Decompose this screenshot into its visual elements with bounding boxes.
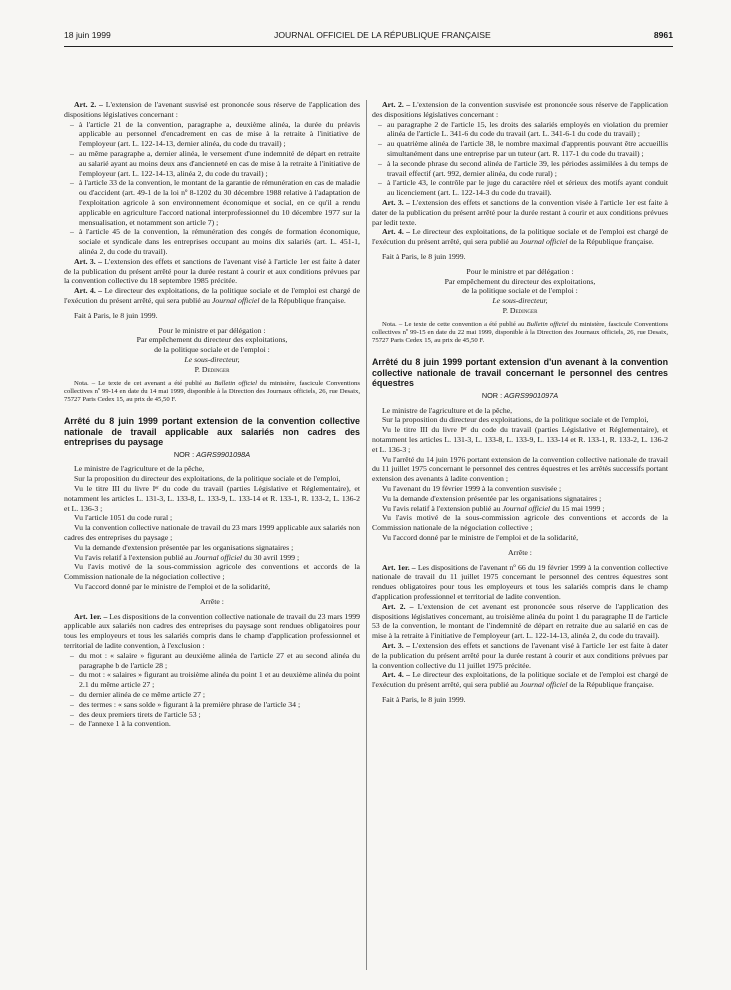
article-text: L'extension des effets et sanctions de l'avenant visé à l'article 1er est faite à dater de la publication du présent arrêté pour la durée restant à courir et aux conditions prévues par la convention collective du 18 septembre 1985 précitée. (64, 256, 360, 286)
preamble-line: Vu l'article 1051 du code rural ; (74, 513, 173, 523)
article-2-list (64, 120, 360, 257)
header-date: 18 juin 1999 (64, 30, 111, 40)
article-3 (64, 257, 360, 286)
article-text: de la République française. (259, 295, 346, 305)
article-text: Le directeur des exploitations, de la politique sociale et de l'emploi est chargé de l'exécution du présent arrêté, qui sera publié au (64, 286, 360, 305)
nor-label: NOR : (481, 390, 505, 400)
nota-note (372, 321, 668, 346)
nor-reference (64, 450, 360, 460)
note-text: du ministère, fascicule Conventions collectives nº 99-15 en date du 22 mai 1999, disponible à la Direction des Journaux officiels, 26, rue Desaix, 75727 Paris Cedex 15, au prix de 45,50 F. (372, 320, 668, 345)
preamble-line: Le ministre de l'agriculture et de la pêche, (382, 405, 513, 415)
article-text: Le directeur des exploitations, de la politique sociale et de l'emploi est chargé de l'exécution du présent arrêté, qui sera publié au (372, 670, 668, 690)
list-item: – à l'article 43, le contrôle par le juge du caractère réel et sérieux des motifs ayant conduit au licenciement (art. L. 122-14-3 du code du travail). (372, 178, 668, 198)
preamble-line: Sur la proposition du directeur des exploitations, de la politique sociale et de l'emploi, (74, 474, 341, 484)
preamble-line (372, 504, 668, 514)
preamble-text: du 15 mai 1999 ; (550, 503, 605, 513)
nor-label: NOR : (173, 449, 197, 459)
preamble-line (64, 553, 360, 563)
article-text: de la République française. (567, 237, 654, 247)
list-item: – à l'article 21 de la convention, paragraphe a, deuxième alinéa, la durée du préavis applicable au personnel d'encadrement en cas de mise à la retraite à l'initiative de l'employeur (art. L. 122-14-13, dernier alinéa, du code du travail) ; (64, 120, 360, 149)
article-label: Art. 2. – (382, 100, 411, 109)
preamble-line: Vu l'avenant du 19 février 1999 à la convention susvisée ; (382, 484, 562, 494)
article-3 (372, 198, 668, 227)
article-text: Les dispositions de la convention collective nationale de travail du 23 mars 1999 applicable aux salariés non cadres des entreprises du paysage sont rendues obligatoires pour tous les employeurs et tous les salariés compris dans le champ d'application professionnel et territorial de ladite convention, à l'exclusion : (64, 611, 360, 650)
decree-title: Arrêté du 8 juin 1999 portant extension de la convention collective nationale de travail applicable aux salariés non cadres des entreprises du paysage (64, 416, 360, 448)
journal-name: Journal officiel (519, 680, 568, 690)
header-journal-title: JOURNAL OFFICIEL DE LA RÉPUBLIQUE FRANÇAISE (274, 30, 491, 40)
signature-title: Le sous-directeur, (492, 296, 548, 306)
bulletin-name: Bulletin officiel (214, 379, 258, 387)
bulletin-name: Bulletin officiel (526, 320, 569, 328)
nor-code: AGRS9901098A (196, 449, 251, 459)
preamble-line: Vu le titre III du livre Iᵉʳ du code du travail (parties Législative et Réglementaire), et notamment les articles L. 131-3, L. 133-8, L. 133-9, L. 133-14 et R. 133-1, R. 133-2, L. 136-2 et L. 136-3 ; (64, 484, 360, 513)
list-item: – à l'article 45 de la convention, la rémunération des congés de formation économique, sociale et syndicale dans les entreprises occupant au moins dix salariés (art. L. 451-1, alinéa 2, du code du travail). (64, 227, 360, 256)
preamble-text: Vu l'avis relatif à l'extension publié au (382, 503, 503, 513)
signature-line: Par empêchement du directeur des exploitations, (444, 276, 596, 286)
article-2-intro (372, 100, 668, 120)
article-label: Art. 4. – (382, 670, 411, 680)
article-4 (372, 670, 668, 690)
signature-line: de la politique sociale et de l'emploi : (462, 286, 578, 296)
page-header (64, 30, 673, 47)
preamble-line: Sur la proposition du directeur des exploitations, de la politique sociale et de l'emploi, (382, 415, 649, 425)
signature-line: Pour le ministre et par délégation : (158, 325, 266, 335)
preamble-line: Vu le titre III du livre Iᵉʳ du code du travail (parties Législative et Réglementaire), et notamment les articles L. 131-3, L. 133-8, L. 133-9, L. 133-14 et R. 133-1, R. 133-2, L. 136-2 et L. 136-3 ; (372, 425, 668, 454)
article-1 (64, 612, 360, 651)
article-label: Art. 3. – (382, 640, 410, 650)
preamble-text: Vu l'avis relatif à l'extension publié au (74, 552, 195, 562)
preamble-line: Vu la convention collective nationale de travail du 23 mars 1999 applicable aux salariés non cadres des entreprises du paysage ; (64, 523, 360, 542)
list-item: – au paragraphe 2 de l'article 15, les droits des salariés employés en violation du premier alinéa de l'article L. 341-6 du code du travail (art. L. 341-6-1 du code du travail) ; (372, 120, 668, 140)
nor-reference (372, 391, 668, 401)
list-item: – à l'article 33 de la convention, le montant de la garantie de rémunération en cas de maladie ou d'accident (art. 49-1 de la loi nº 8-1202 du 30 décembre 1988 relative à l'adaptation de l'exploitation agricole à son environnement économique et social, en ce qu'il a rendu applicable en agriculture l'accord national interprofessionnel du 10 décembre 1977 sur la mensualisation, et notamment son article 7) ; (64, 178, 360, 227)
article-4 (64, 286, 360, 306)
article-label: Art. 3. – (382, 197, 410, 207)
list-item: – du dernier alinéa de ce même article 27 ; (64, 690, 360, 700)
signature-line: Pour le ministre et par délégation : (466, 266, 574, 276)
note-text: Nota. – Le texte de cette convention a été publié au (382, 320, 527, 328)
preamble-line: Vu l'arrêté du 14 juin 1976 portant extension de la convention collective nationale de travail du 11 juillet 1975 concernant le personnel des centres équestres et les arrêtés successifs portant extension des avenants à ladite convention ; (372, 454, 668, 484)
preamble-line: Le ministre de l'agriculture et de la pêche, (74, 464, 205, 474)
article-label: Art. 2. – (74, 100, 103, 109)
article-label: Art. 2. – (382, 601, 414, 611)
fait-a-paris: Fait à Paris, le 8 juin 1999. (382, 694, 466, 704)
fait-a-paris: Fait à Paris, le 8 juin 1999. (382, 251, 466, 261)
article-1 (372, 563, 668, 602)
preamble-line: Vu l'avis motivé de la sous-commission agricole des conventions et accords de la Commission nationale de la négociation collective ; (372, 513, 668, 533)
article-1-list (64, 651, 360, 729)
article-label: Art. 4. – (74, 286, 103, 296)
list-item: – des termes : « sans solde » figurant à la première phrase de l'article 34 ; (64, 700, 360, 710)
right-column (372, 100, 668, 705)
fait-a-paris: Fait à Paris, le 8 juin 1999. (74, 310, 158, 320)
left-column (64, 100, 360, 729)
arrete-heading: Arrête : (200, 596, 224, 606)
article-label: Art. 3. – (74, 256, 102, 266)
article-text: L'extension de la convention susvisée est prononcée sous réserve de l'application des dispositions législatives concernant : (372, 100, 668, 119)
preamble-line: Vu l'accord donné par le ministre de l'emploi et de la solidarité, (382, 533, 579, 542)
article-label: Art. 1er. – (74, 611, 108, 621)
article-4 (372, 227, 668, 247)
article-2-list (372, 120, 668, 198)
signatory-name: P. Dedinger (502, 305, 538, 315)
signature-title: Le sous-directeur, (184, 354, 240, 364)
article-3 (372, 641, 668, 670)
preamble-line: Vu la demande d'extension présentée par les organisations signataires ; (382, 493, 602, 503)
list-item: – à la seconde phrase du second alinéa de l'article 39, les périodes assimilées à du temps de travail effectif (art. 992, dernier alinéa, du code rural) ; (372, 159, 668, 179)
preamble-text: du 30 avril 1999 ; (242, 552, 300, 562)
header-page-number: 8961 (653, 30, 673, 40)
list-item: – au même paragraphe a, dernier alinéa, le versement d'une indemnité de départ en retraite au salarié ayant au moins deux ans d'ancienneté en cas de mise à la retraite à l'initiative de l'employeur (art. L. 122-14-13, alinéa 2, du code du travail) ; (64, 149, 360, 178)
preamble-line: Vu l'accord donné par le ministre de l'emploi et de la solidarité, (74, 581, 271, 591)
article-label: Art. 1er. – (382, 562, 416, 572)
signature-block (372, 267, 668, 316)
signature-line: Par empêchement du directeur des exploitations, (136, 335, 288, 345)
note-text: Nota. – Le texte de cet avenant a été publié au (74, 379, 215, 387)
list-item: – du mot : « salaire » figurant au deuxième alinéa de l'article 27 et au second alinéa du paragraphe b de l'article 28 ; (64, 651, 360, 671)
article-text: L'extension de cet avenant est prononcée sous réserve de l'application des dispositions législatives concernant, au troisième alinéa du point 1 du paragraphe II de l'article 53 de la convention, le montant de l'indemnité de départ en retraite due au salarié en cas de mise à la retraite à l'initiative de l'employeur (art. L. 122-14-13, alinéa 2, du code du travail). (372, 601, 668, 641)
list-item: – des deux premiers tirets de l'article 53 ; (64, 710, 360, 720)
article-text: de la République française. (567, 680, 654, 690)
article-text: Le directeur des exploitations, de la politique sociale et de l'emploi est chargé de l'exécution du présent arrêté, qui sera publié au (372, 227, 668, 247)
nor-code: AGRS9901097A (504, 390, 559, 400)
note-text: du ministère, fascicule Conventions collectives nº 99-14 en date du 14 mai 1999, disponible à la Direction des Journaux officiels, 26, rue Desaix, 75727 Paris Cedex 15, au prix de 45,50 F. (64, 379, 360, 403)
preamble-line: Vu l'avis motivé de la sous-commission agricole des conventions et accords de la Commission nationale de la négociation collective ; (64, 562, 360, 582)
nota-note (64, 380, 360, 405)
list-item: – au quatrième alinéa de l'article 38, le nombre maximal d'apprentis pouvant être accueillis simultanément dans une entreprise par un tuteur (art. R. 117-1 du code du travail) ; (372, 139, 668, 159)
signature-block (64, 326, 360, 375)
decree-title: Arrêté du 8 juin 1999 portant extension d'un avenant à la convention collective nationale de travail concernant le personnel des centres équestres (372, 357, 668, 389)
preamble-line: Vu la demande d'extension présentée par les organisations signataires ; (74, 542, 294, 552)
journal-name: Journal officiel (519, 237, 568, 247)
list-item: – du mot : « salaires » figurant au troisième alinéa du point 1 et au deuxième alinéa du point 2.1 du même article 27 ; (64, 670, 360, 690)
article-text: Les dispositions de l'avenant nº 66 du 19 février 1999 à la convention collective nationale de travail du 11 juillet 1975 concernant le personnel des centres équestres sont rendues obligatoires pour tous les employeurs et tous les salariés compris dans le champ d'application professionnel et territorial de ladite convention. (372, 562, 668, 601)
article-text: L'extension des effets et sanctions de l'avenant visé à l'article 1er est faite à dater de la publication du présent arrêté pour la durée restant à courir et aux conditions prévues par la convention collective du 11 juillet 1975 précitée. (372, 640, 668, 670)
list-item: – de l'annexe 1 à la convention. (64, 719, 360, 729)
journal-name: Journal officiel (194, 552, 243, 562)
article-2-intro (64, 100, 360, 120)
article-2 (372, 602, 668, 641)
journal-name: Journal officiel (502, 503, 551, 513)
arrete-heading: Arrête : (508, 547, 532, 557)
article-text: L'extension des effets et sanctions de la convention visée à l'article 1er est faite à dater de la publication du présent arrêté pour la durée restant à courir et aux conditions prévues par ledit texte. (372, 197, 668, 227)
article-text: L'extension de l'avenant susvisé est prononcée sous réserve de l'application des dispositions législatives concernant : (64, 100, 360, 119)
column-divider (366, 100, 367, 970)
article-label: Art. 4. – (382, 227, 411, 237)
journal-name: Journal officiel (211, 295, 260, 305)
signature-line: de la politique sociale et de l'emploi : (154, 345, 270, 355)
signatory-name: P. Dedinger (194, 364, 230, 374)
